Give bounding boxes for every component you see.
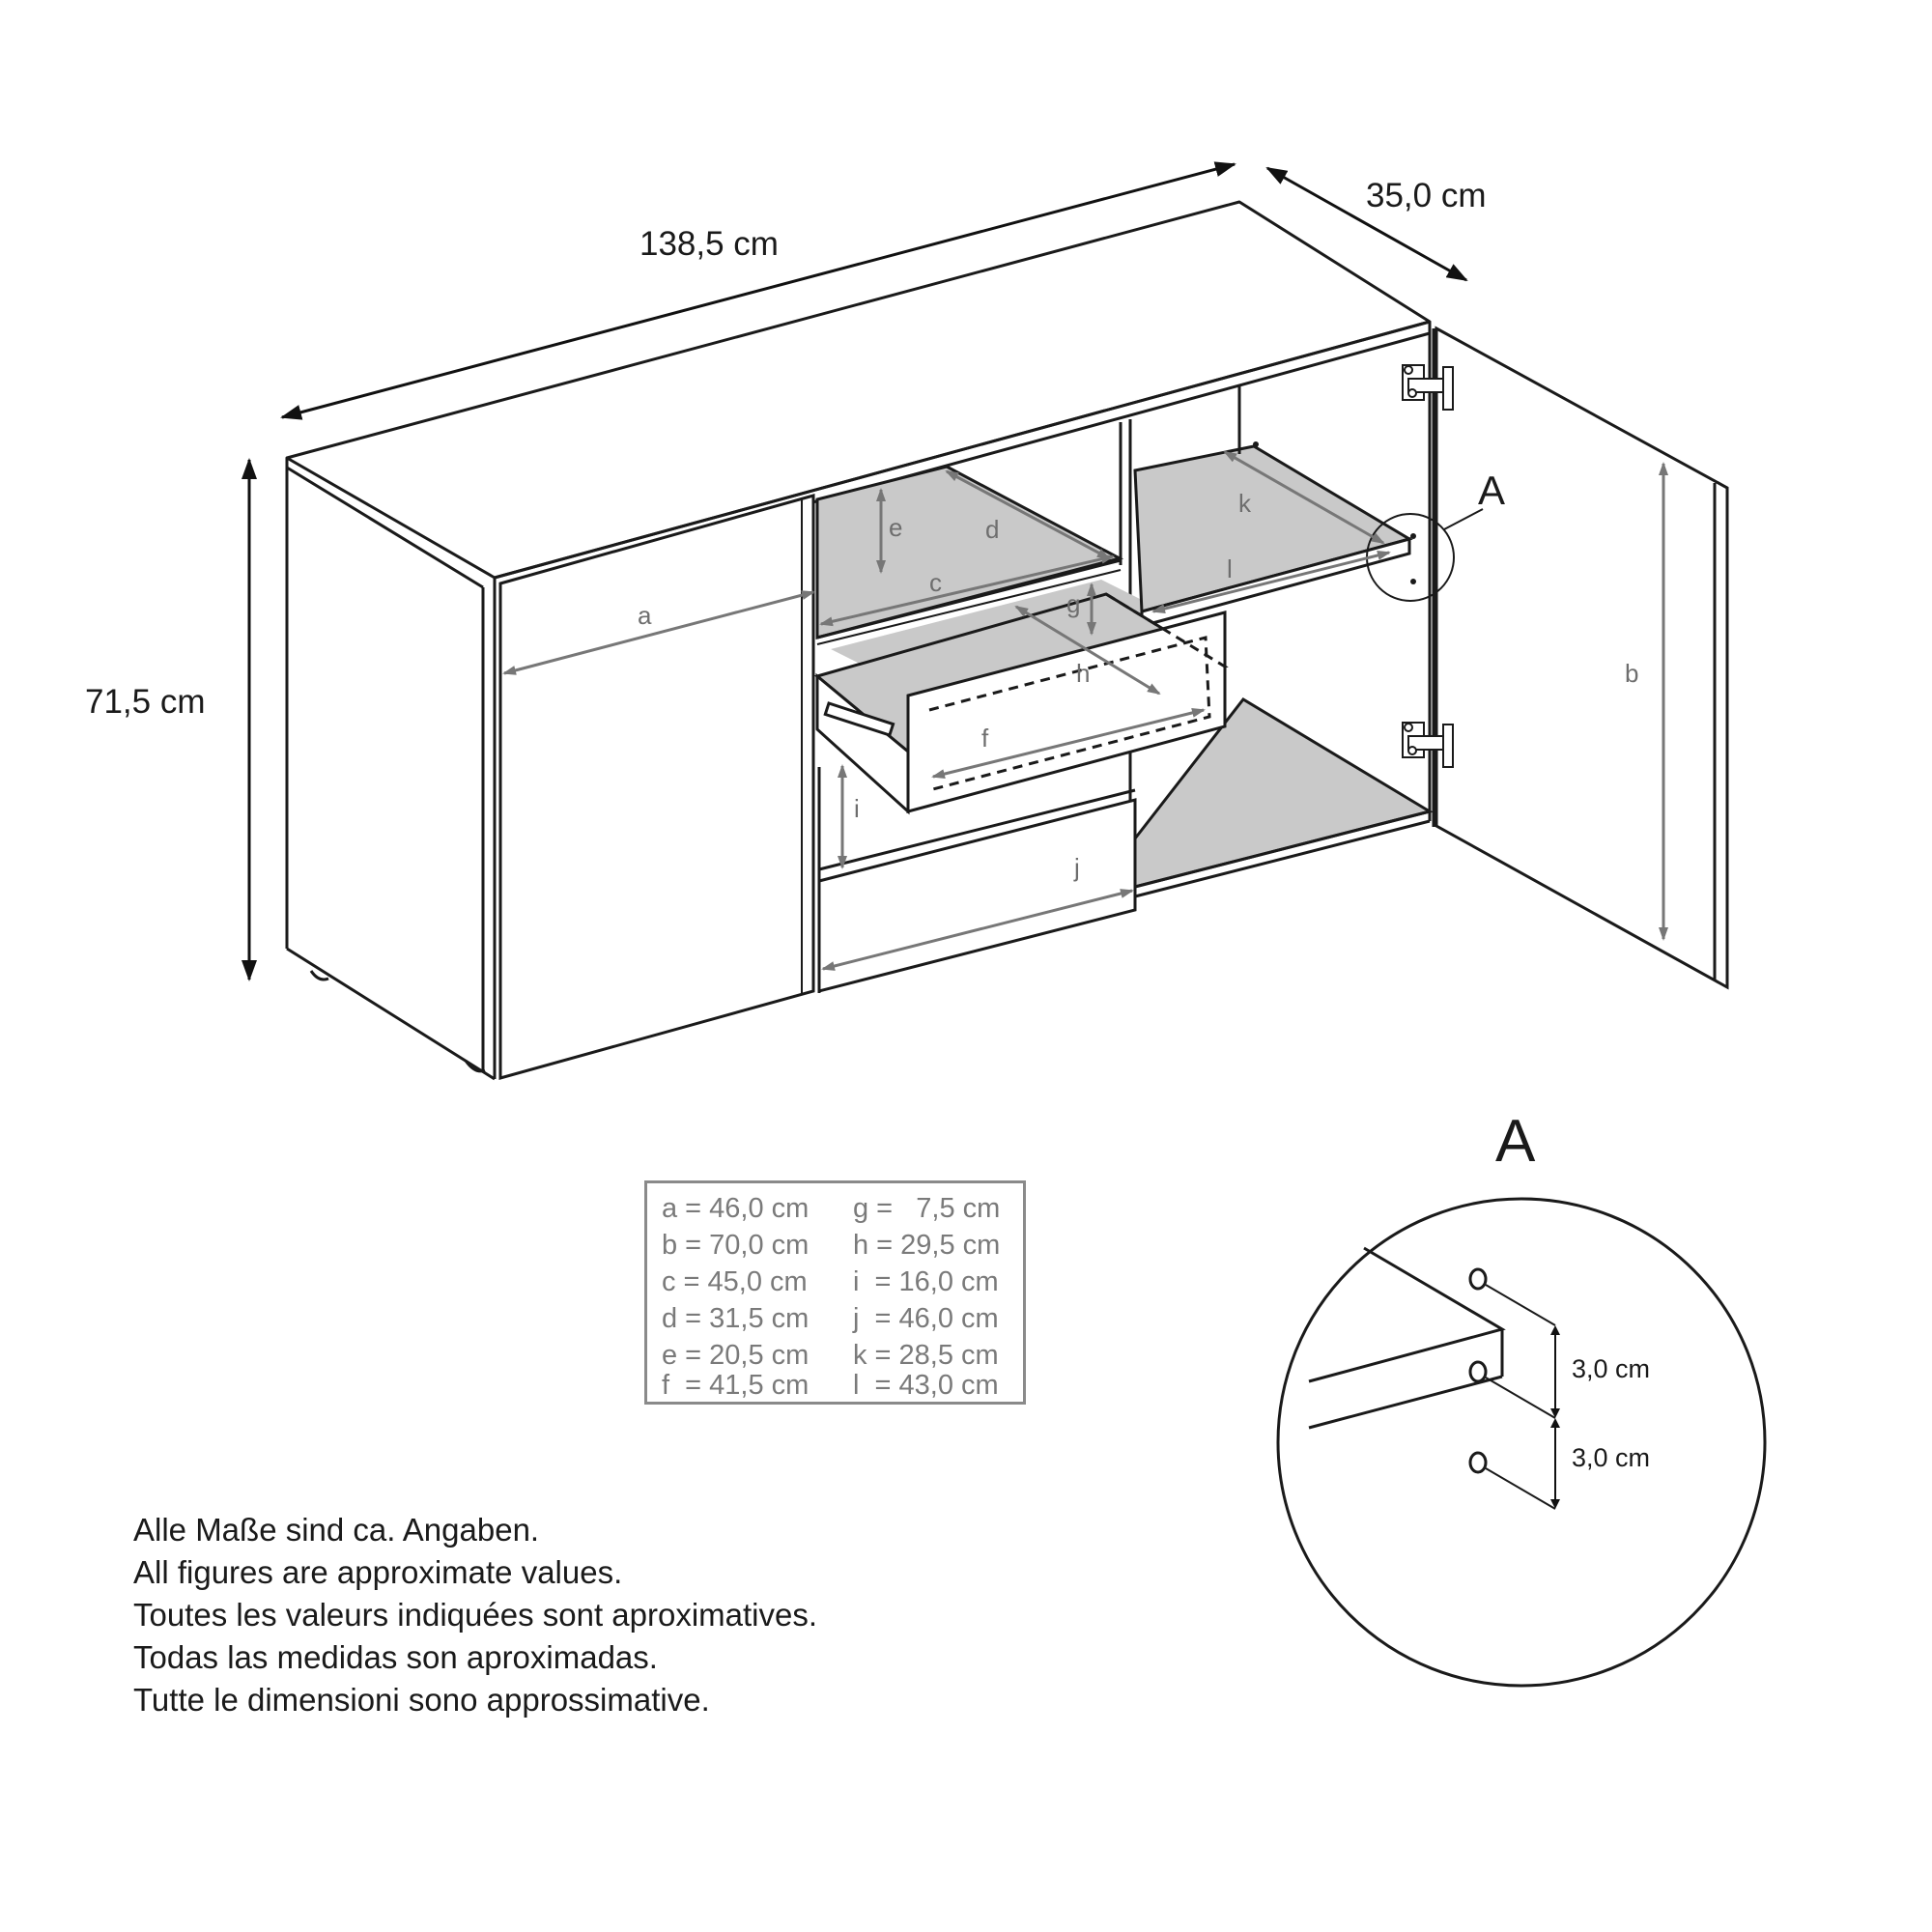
legend-left-d: d = 31,5 cm xyxy=(662,1303,810,1334)
part-label-g: g xyxy=(1066,589,1081,618)
hinge-icon xyxy=(1403,723,1453,767)
note-it: Tutte le dimensioni sono approssimative. xyxy=(133,1682,710,1718)
legend-left-b: b = 70,0 cm xyxy=(662,1230,810,1261)
part-label-j: j xyxy=(1074,853,1080,882)
open-drawer xyxy=(817,594,1225,811)
legend-left-f: f = 41,5 cm xyxy=(662,1370,810,1401)
approximate-values-notes xyxy=(133,1509,1003,1721)
legend-left-e: e = 20,5 cm xyxy=(662,1340,810,1371)
detail-a xyxy=(1278,1108,1765,1686)
shelf-pin-hole xyxy=(1470,1453,1486,1472)
left-door xyxy=(500,496,813,1078)
width-label: 138,5 cm xyxy=(639,225,779,263)
legend-right-k: k = 28,5 cm xyxy=(853,1340,999,1371)
legend-right-g: g = 7,5 cm xyxy=(853,1193,1001,1224)
detail-spacing-lower: 3,0 cm xyxy=(1572,1443,1651,1472)
right-shelf xyxy=(1135,386,1409,626)
detail-spacing-upper: 3,0 cm xyxy=(1572,1354,1651,1383)
part-label-k: k xyxy=(1238,489,1251,518)
note-fr: Toutes les valeurs indiquées sont aproximatives. xyxy=(133,1597,818,1633)
legend-left-a: a = 46,0 cm xyxy=(662,1193,810,1224)
hinge-icon xyxy=(1403,365,1453,410)
detail-title: A xyxy=(1495,1108,1536,1175)
part-label-f: f xyxy=(981,724,989,753)
part-label-c: c xyxy=(929,568,942,597)
note-de: Alle Maße sind ca. Angaben. xyxy=(133,1512,540,1548)
dimension-legend xyxy=(644,1180,1026,1405)
part-label-e: e xyxy=(889,513,903,542)
legend-right-h: h = 29,5 cm xyxy=(853,1230,1001,1261)
part-label-i: i xyxy=(854,794,860,823)
part-label-b: b xyxy=(1625,659,1639,688)
legend-right-l: l = 43,0 cm xyxy=(853,1370,999,1401)
detail-marker-label: A xyxy=(1478,468,1506,513)
depth-label: 35,0 cm xyxy=(1366,177,1487,214)
note-es: Todas las medidas son aproximadas. xyxy=(133,1639,658,1675)
note-en: All figures are approximate values. xyxy=(133,1554,623,1590)
part-label-a: a xyxy=(638,601,652,630)
shelf-pin-hole xyxy=(1470,1269,1486,1289)
part-label-d: d xyxy=(985,515,1000,544)
right-door xyxy=(1434,328,1727,987)
legend-right-i: i = 16,0 cm xyxy=(853,1266,999,1297)
part-label-h: h xyxy=(1076,659,1091,688)
shelf-pin-hole xyxy=(1470,1362,1486,1381)
legend-right-j: j = 46,0 cm xyxy=(853,1303,999,1334)
legend-left-c: c = 45,0 cm xyxy=(662,1266,808,1297)
part-label-l: l xyxy=(1227,554,1233,583)
height-label: 71,5 cm xyxy=(85,683,206,721)
